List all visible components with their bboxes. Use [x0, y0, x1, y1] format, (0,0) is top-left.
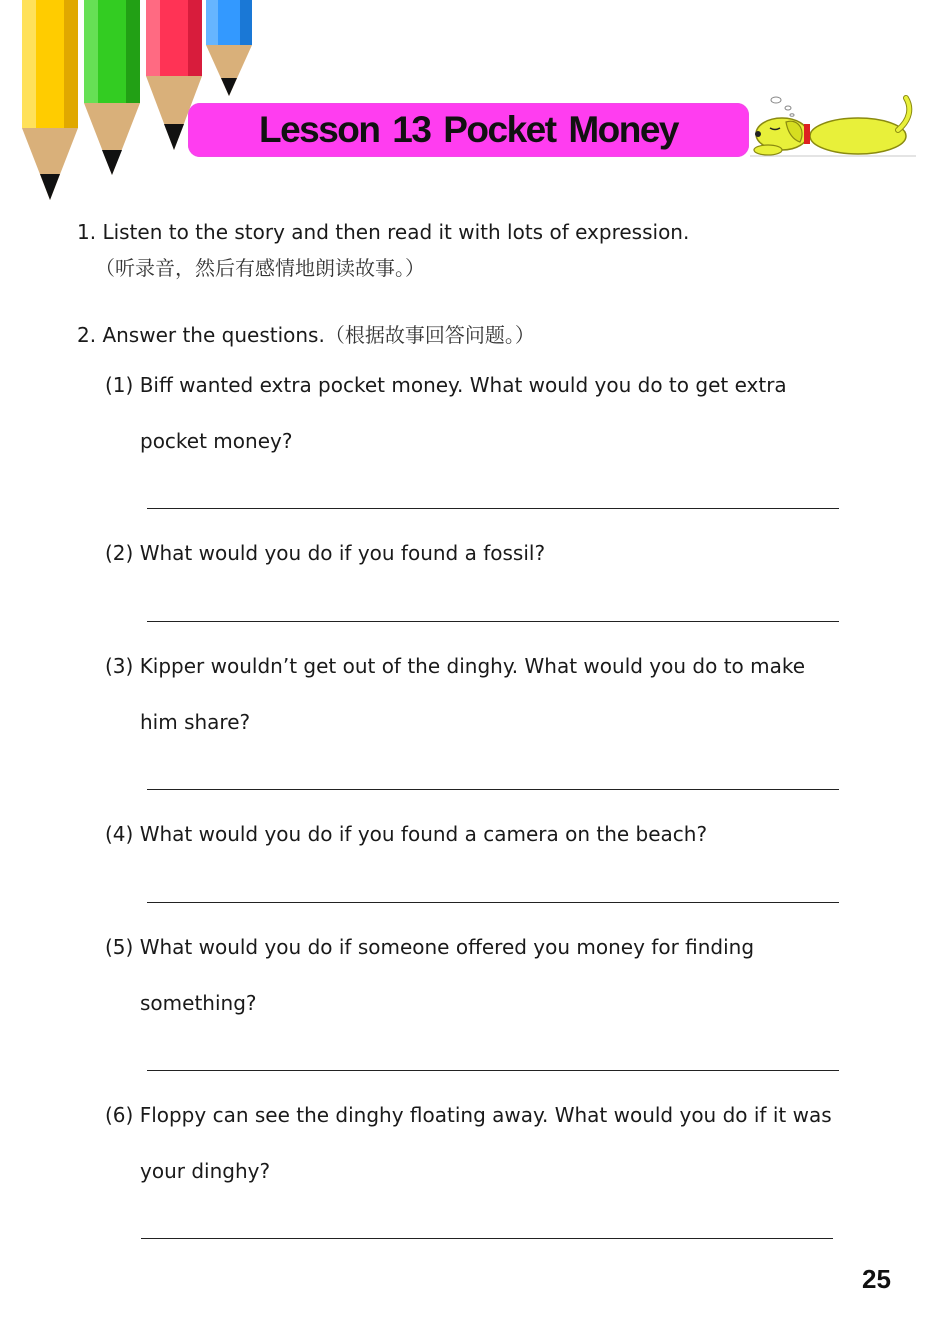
question-3: (3) Kipper wouldn’t get out of the dinghy. What would you do to make [105, 654, 806, 678]
task-2-instruction [77, 319, 535, 348]
task-2-text: 2. Answer the questions. [77, 323, 325, 347]
answer-line-6[interactable] [141, 1238, 833, 1239]
question-6-cont: your dinghy? [140, 1159, 271, 1183]
question-2: (2) What would you do if you found a fossil? [105, 541, 546, 565]
pencil-yellow-icon [22, 0, 78, 200]
page-title: Lesson 13 Pocket Money [258, 109, 679, 150]
question-1: (1) Biff wanted extra pocket money. What would you do to get extra [105, 373, 787, 397]
answer-line-1[interactable] [147, 508, 839, 509]
question-4: (4) What would you do if you found a camera on the beach? [105, 822, 708, 846]
task-1-chinese: （听录音，然后有感情地朗读故事。） [95, 256, 425, 280]
pencil-blue-icon [206, 0, 252, 96]
answer-line-2[interactable] [147, 621, 839, 622]
page-number: 25 [862, 1264, 891, 1294]
answer-line-3[interactable] [147, 789, 839, 790]
pencil-green-icon [84, 0, 140, 175]
question-6: (6) Floppy can see the dinghy floating away. What would you do if it was [105, 1103, 832, 1127]
task-1-instruction: 1. Listen to the story and then read it with lots of expression. [77, 220, 690, 244]
answer-line-5[interactable] [147, 1070, 839, 1071]
question-1-cont: pocket money? [140, 429, 293, 453]
task-2-chinese: （根据故事回答问题。） [324, 323, 535, 347]
question-5-cont: something? [140, 991, 257, 1015]
answer-line-4[interactable] [147, 902, 839, 903]
sleeping-dog-icon [748, 90, 920, 162]
title-banner [188, 103, 749, 157]
question-5: (5) What would you do if someone offered you money for finding [105, 935, 755, 959]
question-3-cont: him share? [140, 710, 251, 734]
